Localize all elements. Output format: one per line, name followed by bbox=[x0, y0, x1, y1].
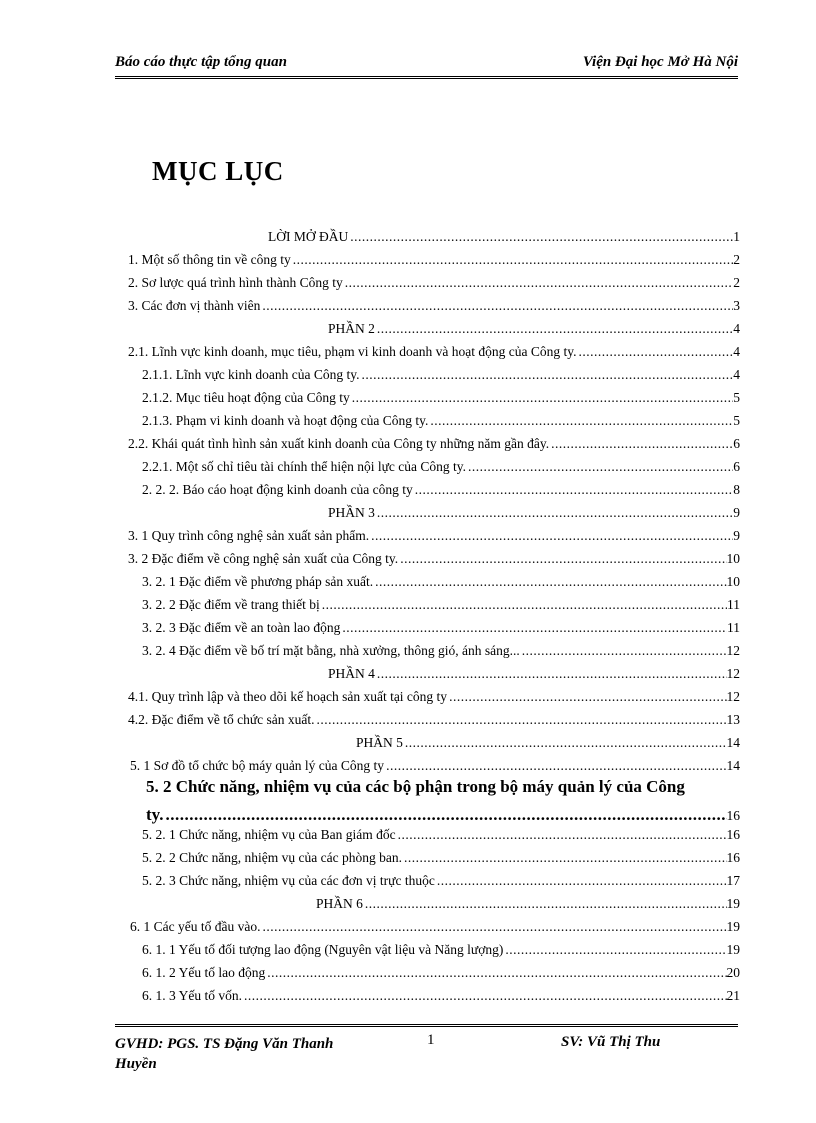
toc-leader-dots bbox=[398, 551, 726, 567]
toc-entry-label: 5. 2 Chức năng, nhiệm vụ của các bộ phận trong bộ máy quản lý của Công bbox=[146, 777, 685, 796]
toc-entry[interactable] bbox=[128, 436, 740, 456]
toc-entry[interactable] bbox=[128, 919, 740, 939]
toc-entry[interactable] bbox=[128, 643, 740, 663]
toc-entry-label: PHẦN 6 bbox=[316, 896, 363, 911]
toc-entry[interactable] bbox=[128, 873, 740, 893]
toc-leader-dots bbox=[402, 850, 726, 866]
toc-entry-page: 19 bbox=[726, 919, 740, 934]
toc-entry-label: 3. 2. 1 Đặc điểm về phương pháp sản xuất. bbox=[142, 574, 374, 589]
toc-entry[interactable] bbox=[128, 551, 740, 571]
toc-leader-dots bbox=[384, 758, 726, 774]
toc-entry[interactable] bbox=[128, 827, 740, 847]
toc-entry-page: 4 bbox=[733, 321, 740, 336]
toc-leader-dots bbox=[520, 643, 727, 659]
toc-entry[interactable] bbox=[128, 597, 740, 617]
toc-leader-dots bbox=[340, 620, 727, 636]
toc-entry[interactable] bbox=[128, 666, 740, 686]
toc-entry-label: 2.2.1. Một số chỉ tiêu tài chính thể hiện nội lực của Công ty. bbox=[142, 459, 467, 474]
page-footer bbox=[115, 1024, 738, 1074]
toc-entry-label: PHẦN 5 bbox=[356, 735, 403, 750]
toc-entry[interactable] bbox=[128, 620, 740, 640]
toc-entry-label: PHẦN 3 bbox=[328, 505, 375, 520]
toc-entry-heading-continued[interactable] bbox=[128, 805, 740, 829]
toc-entry-page: 14 bbox=[726, 758, 740, 773]
toc-leader-dots bbox=[435, 873, 727, 889]
toc-entry-page: 5 bbox=[733, 390, 740, 405]
toc-entry-label: PHẦN 4 bbox=[328, 666, 375, 681]
toc-entry-page: 9 bbox=[733, 528, 740, 543]
toc-leader-dots bbox=[291, 252, 734, 268]
toc-entry-label: 5. 2. 3 Chức năng, nhiệm vụ của các đơn vị trực thuộc bbox=[142, 873, 435, 888]
toc-leader-dots bbox=[265, 965, 726, 981]
toc-entry-label: ty. bbox=[146, 805, 164, 824]
toc-entry-page: 10 bbox=[726, 574, 740, 589]
toc-entry-label: 2.1.3. Phạm vi kinh doanh và hoạt động của Công ty. bbox=[142, 413, 429, 428]
header-rule bbox=[115, 76, 738, 79]
toc-entry-page: 11 bbox=[727, 620, 740, 635]
toc-entry[interactable] bbox=[128, 482, 740, 502]
toc-entry-page: 6 bbox=[733, 459, 740, 474]
toc-leader-dots bbox=[396, 827, 727, 843]
toc-leader-dots bbox=[260, 919, 726, 935]
toc-entry-label: 2.1.2. Mục tiêu hoạt động của Công ty bbox=[142, 390, 350, 405]
toc-entry-page: 5 bbox=[733, 413, 740, 428]
footer-supervisor: GVHD: PGS. TS Đặng Văn Thanh Huyền bbox=[115, 1036, 334, 1072]
toc-entry-label: LỜI MỞ ĐẦU bbox=[268, 229, 349, 244]
toc-entry[interactable] bbox=[128, 252, 740, 272]
toc-entry-page: 1 bbox=[733, 229, 740, 244]
toc-leader-dots bbox=[369, 528, 733, 544]
toc-leader-dots bbox=[242, 988, 727, 1004]
toc-entry-page: 2 bbox=[733, 275, 740, 290]
page-title: MỤC LỤC bbox=[152, 156, 284, 186]
toc-entry-page: 19 bbox=[726, 896, 740, 911]
toc-entry-label: 3. Các đơn vị thành viên bbox=[128, 298, 261, 313]
toc-entry[interactable] bbox=[128, 298, 740, 318]
toc-entry-label: 2. Sơ lược quá trình hình thành Công ty bbox=[128, 275, 343, 290]
toc-entry-page: 16 bbox=[726, 808, 740, 823]
toc-entry-label: 6. 1 Các yếu tố đầu vào. bbox=[130, 919, 261, 934]
footer-rule bbox=[115, 1024, 738, 1027]
toc-leader-dots bbox=[343, 275, 734, 291]
toc-entry-page: 4 bbox=[733, 367, 740, 382]
page-header bbox=[115, 52, 738, 76]
toc-entry[interactable] bbox=[128, 896, 740, 916]
toc-entry-page: 17 bbox=[726, 873, 740, 888]
toc-entry-page: 12 bbox=[726, 666, 740, 681]
toc-entry-heading[interactable] bbox=[128, 777, 740, 801]
toc-entry-page: 21 bbox=[726, 988, 740, 1003]
toc-leader-dots bbox=[260, 298, 733, 314]
toc-entry-label: 3. 2. 2 Đặc điểm về trang thiết bị bbox=[142, 597, 320, 612]
toc-entry[interactable] bbox=[128, 390, 740, 410]
toc-entry[interactable] bbox=[128, 344, 740, 364]
toc-leader-dots bbox=[447, 689, 726, 705]
toc-entry[interactable] bbox=[128, 367, 740, 387]
toc-entry-page: 12 bbox=[726, 643, 740, 658]
toc-leader-dots bbox=[320, 597, 727, 613]
toc-entry-label: PHẦN 2 bbox=[328, 321, 375, 336]
toc-entry[interactable] bbox=[128, 942, 740, 962]
toc-leader-dots bbox=[428, 413, 733, 429]
toc-entry-page: 16 bbox=[726, 827, 740, 842]
header-left-text: Báo cáo thực tập tổng quan bbox=[115, 54, 287, 70]
toc-leader-dots bbox=[577, 344, 734, 360]
toc-leader-dots bbox=[549, 436, 733, 452]
toc-entry[interactable] bbox=[128, 229, 740, 249]
toc-entry-page: 12 bbox=[726, 689, 740, 704]
toc-entry-page: 14 bbox=[726, 735, 740, 750]
toc-leader-dots bbox=[466, 459, 733, 475]
toc-entry[interactable] bbox=[128, 574, 740, 594]
header-right-text: Viện Đại học Mở Hà Nội bbox=[582, 54, 738, 70]
toc-entry-label: 2.1. Lĩnh vực kinh doanh, mục tiêu, phạm vi kinh doanh và hoạt động của Công ty. bbox=[128, 344, 577, 359]
toc-entry-page: 9 bbox=[733, 505, 740, 520]
toc-entry-label: 2.2. Khái quát tình hình sản xuất kinh doanh của Công ty những năm gần đây. bbox=[128, 436, 550, 451]
toc-entry-label: 5. 2. 1 Chức năng, nhiệm vụ của Ban giám đốc bbox=[142, 827, 396, 842]
toc-entry[interactable] bbox=[128, 528, 740, 548]
toc-entry-page: 19 bbox=[726, 942, 740, 957]
toc-leader-dots bbox=[403, 735, 727, 751]
toc-leader-dots bbox=[315, 712, 727, 728]
toc-entry-label: 3. 2 Đặc điểm về công nghệ sản xuất của Công ty. bbox=[128, 551, 399, 566]
toc-entry-page: 16 bbox=[726, 850, 740, 865]
toc-entry-label: 3. 1 Quy trình công nghệ sản xuất sản phẩm. bbox=[128, 528, 370, 543]
toc-leader-dots bbox=[348, 229, 733, 245]
toc-entry-page: 8 bbox=[733, 482, 740, 497]
toc-entry[interactable] bbox=[128, 735, 740, 755]
toc-entry-page: 11 bbox=[727, 597, 740, 612]
toc-entry-label: 4.1. Quy trình lập và theo dõi kế hoạch sản xuất tại công ty bbox=[128, 689, 448, 704]
toc-leader-dots bbox=[373, 574, 726, 590]
toc-entry[interactable] bbox=[128, 689, 740, 709]
toc-entry-page: 4 bbox=[733, 344, 740, 359]
toc-entry[interactable] bbox=[128, 275, 740, 295]
footer-page-number: 1 bbox=[427, 1032, 435, 1048]
toc-leader-dots bbox=[360, 367, 734, 383]
toc-entry[interactable] bbox=[128, 505, 740, 525]
toc-entry[interactable] bbox=[128, 459, 740, 479]
toc-entry-label: 2.1.1. Lĩnh vực kinh doanh của Công ty. bbox=[142, 367, 360, 382]
toc-leader-dots bbox=[375, 505, 733, 521]
toc-leader-dots bbox=[363, 896, 727, 912]
toc-leader-dots bbox=[375, 666, 727, 682]
toc-entry-label: 3. 2. 4 Đặc điểm về bố trí mặt bằng, nhà xưởng, thông gió, ánh sáng... bbox=[142, 643, 520, 658]
toc-leader-dots bbox=[375, 321, 733, 337]
toc-entry-label: 4.2. Đặc điểm về tổ chức sản xuất. bbox=[128, 712, 315, 727]
toc-entry[interactable] bbox=[128, 850, 740, 870]
toc-leader-dots bbox=[163, 805, 726, 825]
toc-entry-label: 5. 2. 2 Chức năng, nhiệm vụ của các phòng ban. bbox=[142, 850, 403, 865]
toc-leader-dots bbox=[503, 942, 726, 958]
toc-entry-label: 1. Một số thông tin về công ty bbox=[128, 252, 291, 267]
toc-entry-label: 6. 1. 3 Yếu tố vốn. bbox=[142, 988, 242, 1003]
toc-entry[interactable] bbox=[128, 413, 740, 433]
toc-entry[interactable] bbox=[128, 712, 740, 732]
toc-entry-label: 6. 1. 2 Yếu tố lao động bbox=[142, 965, 266, 980]
toc-entry-page: 3 bbox=[733, 298, 740, 313]
toc-entry-label: 3. 2. 3 Đặc điểm về an toàn lao động bbox=[142, 620, 341, 635]
toc-entry-page: 10 bbox=[726, 551, 740, 566]
toc-entry[interactable] bbox=[128, 758, 740, 778]
toc-entry-label: 5. 1 Sơ đồ tổ chức bộ máy quản lý của Công ty bbox=[130, 758, 385, 773]
toc-entry-page: 2 bbox=[733, 252, 740, 267]
toc-entry-label: 2. 2. 2. Báo cáo hoạt động kinh doanh của công ty bbox=[142, 482, 413, 497]
toc-entry-label: 6. 1. 1 Yếu tố đối tượng lao động (Nguyên vật liệu và Năng lượng) bbox=[142, 942, 504, 957]
toc-entry[interactable] bbox=[128, 988, 740, 1008]
footer-student: SV: Vũ Thị Thu bbox=[561, 1034, 661, 1050]
toc-leader-dots bbox=[350, 390, 734, 406]
toc-entry[interactable] bbox=[128, 965, 740, 985]
toc-entry-page: 20 bbox=[726, 965, 740, 980]
toc-entry[interactable] bbox=[128, 321, 740, 341]
toc-entry-page: 6 bbox=[733, 436, 740, 451]
toc-leader-dots bbox=[413, 482, 734, 498]
toc-entry-page: 13 bbox=[726, 712, 740, 727]
